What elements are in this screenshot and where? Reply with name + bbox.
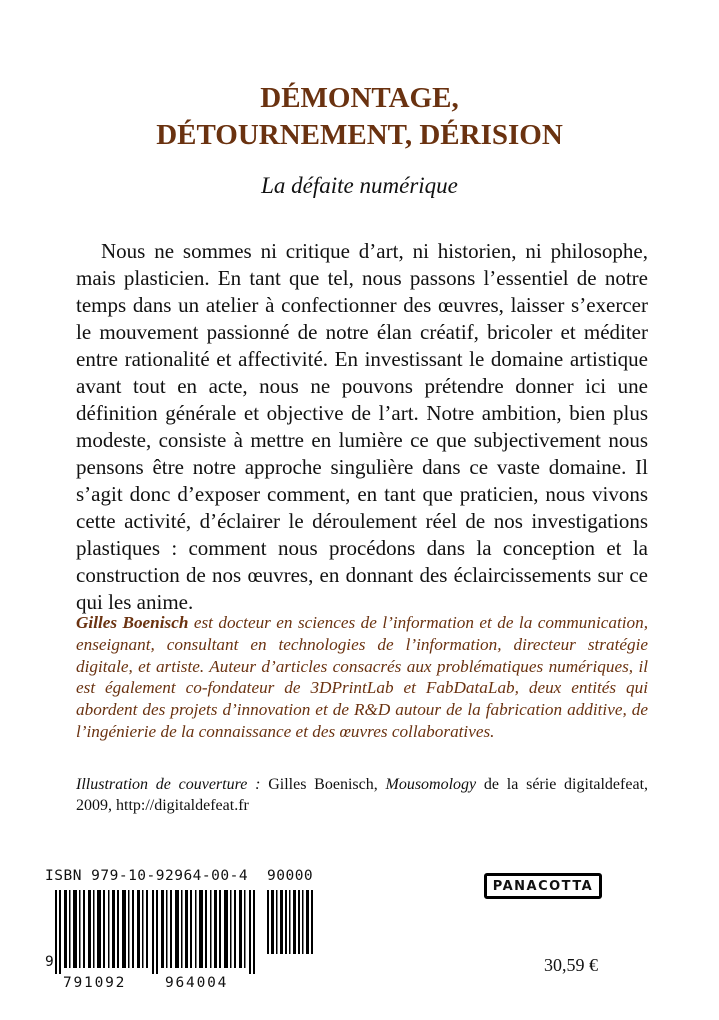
title-line-1: DÉMONTAGE, [260,82,459,114]
isbn-number: ISBN 979-10-92964-00-4 [45,868,249,884]
barcode-digits-right: 964004 [165,975,229,991]
illustration-work-title: Mousomology [385,776,477,793]
title-line-2: DÉTOURNEMENT, DÉRISION [156,119,563,151]
illustration-artist: Gilles Boenisch, [260,776,386,793]
book-subtitle: La défaite numérique [261,173,458,198]
back-cover-blurb: Nous ne sommes ni critique d’art, ni historien, ni philosophe, mais plasticien. En tant que tel, nous passons l’essentiel de notre temps dans un atelier à confectionner des œuvres, laisser s’exercer le mouvement passionné de notre élan créatif, bricoler et méditer entre rationalité et affectivité. En investissant le domaine artistique avant tout en acte, nous ne pouvons prétendre donner ici une définition générale et objective de l’art. Notre ambition, bien plus modeste, consiste à mettre en lumière ce que subjectivement nous pensons être notre approche singulière dans ce vaste domaine. Il s’agit donc d’exposer comment, en tant que praticien, nous vivons cette activité, d’éclairer le déroulement réel de nos investigations plastiques : comment nous procédons dans la conception et la construction de nos œuvres, en donnant des éclaircissements sur ce qui les anime. [76,239,648,614]
cover-illustration-credit [76,775,648,816]
isbn-barcode [45,868,315,998]
illustration-details: de la série digitaldefeat, 2009, http://digitaldefeat.fr [76,776,649,814]
addon-bars [267,890,313,954]
book-title [0,80,719,154]
barcode-first-digit: 9 [45,954,54,970]
author-bio [76,612,648,743]
publisher-logo: PANACOTTA [484,873,602,899]
ean13-bars [55,890,257,974]
price: 30,59 € [544,955,598,975]
author-bio-text: est docteur en sciences de l’information et de la communication, enseignant, consultant en technologies de l’information, directeur stratégie digitale, et artiste. Auteur d’articles consacrés aux problématiques numériques, il est également co-fondateur de 3DPrintLab et FabDataLab, deux entités qui abordent des projets d’innovation et de R&D autour de la fabrication additive, de l’ingénierie de la connaissance et des œuvres collaboratives. [76,613,648,741]
barcode-digits-left: 791092 [63,975,127,991]
author-name: Gilles Boenisch [76,613,189,632]
illustration-label: Illustration de couverture : [76,776,261,793]
barcode-addon-digits: 90000 [267,868,314,884]
